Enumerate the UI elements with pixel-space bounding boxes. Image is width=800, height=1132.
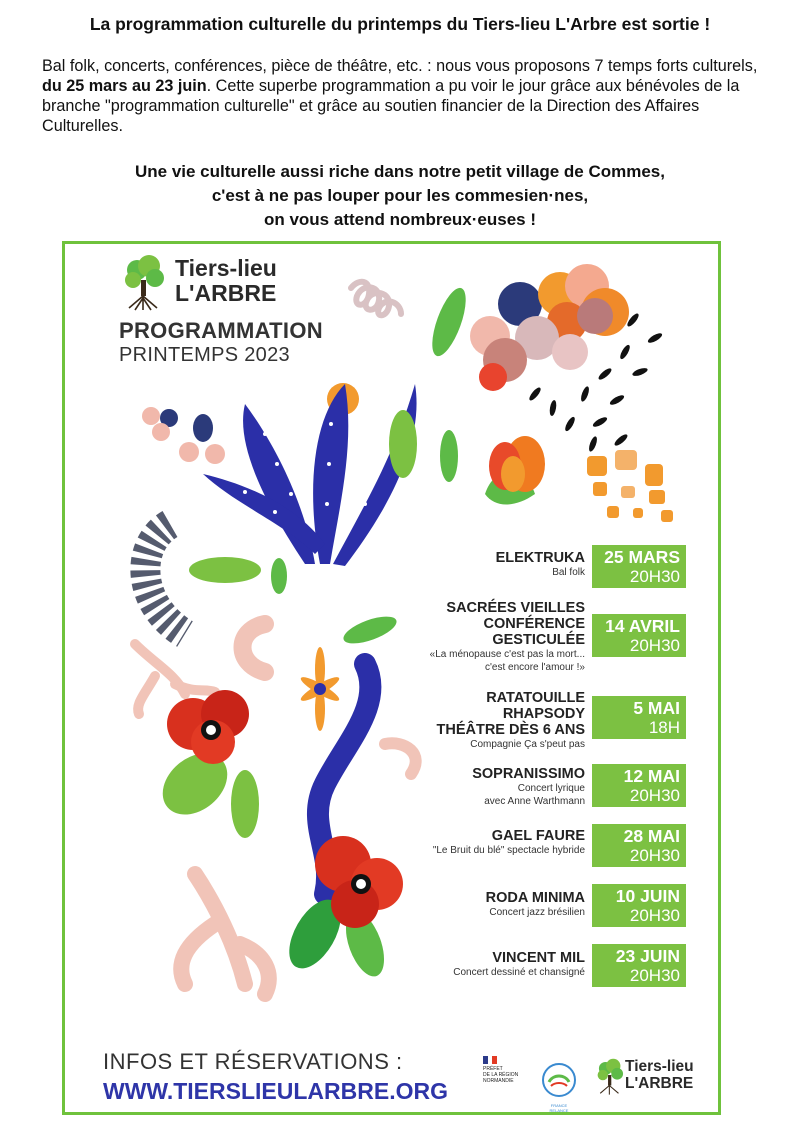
event-desc: avec Anne Warthmann: [484, 796, 585, 807]
event-name: SACRÉES VIEILLES: [446, 600, 585, 616]
event-desc: «La ménopause c'est pas la mort...: [429, 649, 585, 660]
pink-squiggle-shape: [351, 282, 401, 316]
footer-url-link[interactable]: WWW.TIERSLIEULARBRE.ORG: [103, 1078, 448, 1104]
prefet-line: PRÉFET: [483, 1066, 503, 1072]
orange-flower: [298, 647, 341, 731]
event-desc: "Le Bruit du blé" spectacle hybride: [432, 845, 585, 856]
footer-logo: [595, 1058, 694, 1101]
striped-arc-shape: [145, 524, 185, 634]
event-date: 5 MAI: [633, 698, 680, 718]
event-name: ELEKTRUKA: [495, 550, 585, 566]
footer-logo-text: [625, 1058, 694, 1092]
event-date-box: [592, 884, 686, 927]
orange-tulip: [485, 436, 545, 505]
event-desc: c'est encore l'amour !»: [485, 662, 585, 673]
event-name: VINCENT MIL: [492, 950, 585, 966]
france-relance-text: FRANCE RELANCE: [549, 1103, 569, 1113]
poster: [62, 241, 721, 1115]
france-relance-icon: [541, 1062, 577, 1098]
poster-logo: [121, 254, 277, 317]
event-item: [405, 600, 585, 674]
poster-title: PROGRAMMATION: [119, 318, 323, 343]
tree-icon: [121, 254, 167, 312]
event-date-box: [592, 545, 686, 588]
leaf-shape: [389, 410, 417, 478]
intro-body-part1: Bal folk, concerts, conférences, pièce de théâtre, etc. : nous vous proposons 7 temps forts culturels,: [42, 57, 758, 75]
event-desc: Bal folk: [552, 567, 585, 578]
event-date-box: [592, 944, 686, 987]
event-item: [405, 828, 585, 857]
event-date: 28 MAI: [623, 826, 680, 846]
prefet-line: DE LA RÉGION: [483, 1072, 519, 1078]
event-date: 10 JUIN: [615, 886, 680, 906]
tagline-line-2: c'est à ne pas louper pour les commesien·nes,: [211, 186, 589, 205]
logo-text: [175, 256, 277, 306]
event-desc: Concert dessiné et chansigné: [453, 967, 585, 978]
event-item: [405, 890, 585, 919]
event-date-box: [592, 614, 686, 657]
event-item: [405, 766, 585, 808]
pink-branch-shape: [181, 874, 269, 994]
intro-body-dates: du 25 mars au 23 juin: [42, 77, 207, 95]
event-desc: Concert jazz brésilien: [489, 907, 585, 918]
event-time: 20H30: [629, 846, 680, 865]
tree-icon: [595, 1058, 625, 1096]
event-name: GAEL FAURE: [491, 828, 585, 844]
intro-tagline: [0, 160, 800, 232]
logo-line-1: Tiers-lieu: [175, 255, 277, 281]
prefet-logo: [483, 1056, 539, 1084]
poster-subtitle: PRINTEMPS 2023: [119, 344, 290, 366]
event-date-box: [592, 824, 686, 867]
footer-logo-line-2: L'ARBRE: [625, 1075, 694, 1092]
event-time: 20H30: [629, 906, 680, 925]
event-item: [405, 550, 585, 579]
event-name: CONFÉRENCE: [483, 616, 585, 632]
intro-body-part2: . Cette superbe programmation a pu voir le jour grâce aux bénévoles de la branche "programmation culturelle" et grâce au soutien financier de la Direction des Affaires Culturelles.: [42, 77, 740, 135]
blue-plant: [203, 384, 417, 566]
event-date: 25 MARS: [604, 547, 680, 567]
event-desc: Concert lyrique: [517, 783, 585, 794]
red-poppy-bottom: [279, 836, 403, 981]
footer-label: INFOS ET RÉSERVATIONS :: [103, 1049, 403, 1074]
leaf-shape: [440, 430, 458, 482]
prefet-line: NORMANDIE: [483, 1078, 514, 1084]
orange-shapes: [587, 450, 673, 522]
event-date: 12 MAI: [623, 766, 680, 786]
event-item: [405, 950, 585, 979]
tagline-line-3: on vous attend nombreux·euses !: [263, 210, 537, 229]
event-name: RODA MINIMA: [485, 890, 585, 906]
event-time: 20H30: [629, 567, 680, 586]
leaf-shape: [425, 284, 472, 360]
event-date-box: [592, 764, 686, 807]
tagline-line-1: Une vie culturelle aussi riche dans notre petit village de Commes,: [134, 162, 665, 181]
red-poppy-top: [151, 690, 259, 838]
event-item: [405, 690, 585, 751]
french-flag-icon: [483, 1056, 497, 1064]
event-name: RHAPSODY: [502, 706, 585, 722]
event-date-box: [592, 696, 686, 739]
intro-body: [42, 56, 762, 136]
event-name: THÉÂTRE DÈS 6 ANS: [436, 722, 585, 738]
leaf-shape: [340, 611, 399, 649]
france-relance-logo: [541, 1062, 577, 1113]
footer-logo-line-1: Tiers-lieu: [625, 1058, 694, 1075]
event-time: 20H30: [629, 786, 680, 805]
logo-line-2: L'ARBRE: [175, 280, 277, 306]
event-date: 23 JUIN: [615, 946, 680, 966]
event-time: 20H30: [629, 636, 680, 655]
leaf-shape: [189, 557, 261, 583]
event-name: GESTICULÉE: [492, 632, 585, 648]
pink-curve-shape: [243, 624, 266, 672]
intro-title: La programmation culturelle du printemps du Tiers-lieu L'Arbre est sortie !: [89, 14, 711, 34]
pink-flower-left: [142, 407, 225, 464]
event-name: RATATOUILLE: [486, 690, 585, 706]
event-date: 14 AVRIL: [605, 616, 680, 636]
event-desc: Compagnie Ça s'peut pas: [470, 739, 585, 750]
event-time: 20H30: [629, 966, 680, 985]
event-time: 18H: [648, 718, 680, 737]
event-name: SOPRANISSIMO: [472, 766, 585, 782]
leaf-shape: [271, 558, 287, 594]
